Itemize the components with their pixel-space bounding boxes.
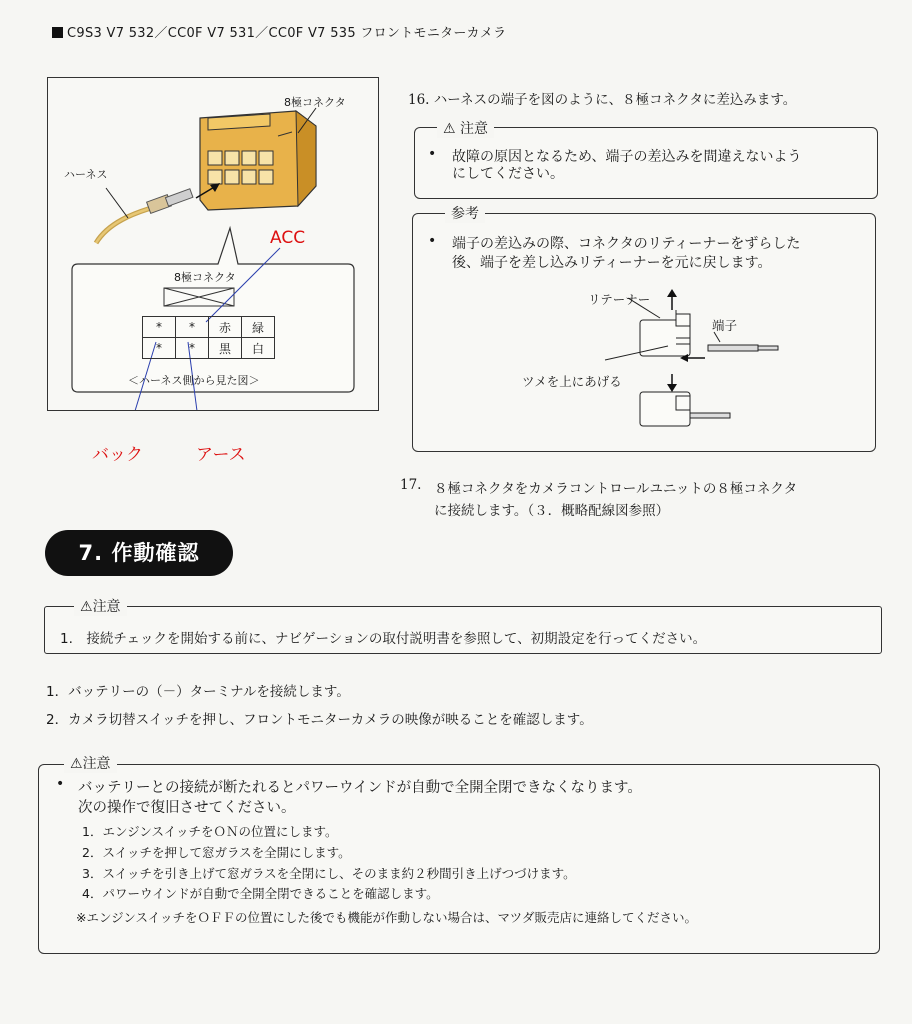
caution-substep-4: 4．パワーウインドが自動で全開全閉できることを確認します。: [82, 886, 439, 901]
header-square-icon: [52, 27, 63, 38]
caution-final-note: ※エンジンスイッチをＯＦＦの位置にした後でも機能が作動しない場合は、マツダ販売店に連絡してください。: [76, 910, 697, 925]
terminal-label: 端子: [712, 318, 738, 333]
step-16: [408, 88, 796, 108]
step-17-line-1: ８極コネクタをカメラコントロールユニットの８極コネクタ: [434, 481, 798, 497]
warning-icon: ⚠: [70, 756, 83, 772]
document-header: [52, 22, 506, 41]
annotation-back: バック: [92, 445, 143, 465]
pin-cell: *: [176, 338, 209, 359]
pin-cell: 赤: [209, 317, 242, 338]
step-text: ハーネスの端子を図のように、８極コネクタに差込みます。: [433, 92, 797, 108]
step-7-2: 2．カメラ切替スイッチを押し、フロントモニターカメラの映像が映ることを確認します。: [46, 712, 593, 728]
retainer-label: リテーナー: [588, 292, 651, 307]
pin-row-top: [143, 317, 275, 338]
caution-substep-1: 1．エンジンスイッチをＯＮの位置にします。: [82, 824, 338, 839]
warning-icon: ⚠: [443, 121, 456, 137]
caution-title-final: [64, 753, 117, 773]
annotation-earth: アース: [196, 445, 246, 465]
harness-label: ハーネス: [64, 168, 108, 181]
caution-line-2: にしてください。: [452, 166, 564, 182]
pin-cell: 白: [242, 338, 275, 359]
caution-final-line-1: バッテリーとの接続が断たれるとパワーウインドが自動で全開全閉できなくなります。: [78, 780, 642, 796]
reference-title: 参考: [445, 203, 485, 223]
pin-cell: *: [143, 317, 176, 338]
pin-cell: *: [176, 317, 209, 338]
pin-cell: 黒: [209, 338, 242, 359]
caution-line-1: 故障の原因となるため、端子の差込みを間違えないよう: [452, 149, 802, 165]
reference-line-1: 端子の差込みの際、コネクタのリティーナーをずらした: [452, 236, 801, 252]
caution-title-7: [74, 596, 127, 616]
caution-title-text: 注意: [82, 756, 111, 772]
step-7-1: 1．バッテリーの（－）ターミナルを接続します。: [46, 684, 350, 700]
claw-label: ツメを上にあげる: [522, 374, 622, 389]
pin-row-bottom: [143, 338, 275, 359]
caution-7-text: 1. 接続チェックを開始する前に、ナビゲーションの取付説明書を参照して、初期設定を行ってください。: [60, 631, 707, 647]
connector-figure: [47, 77, 379, 411]
step-17-number: 17.: [400, 477, 422, 493]
caution-substep-2: 2．スイッチを押して窓ガラスを全開にします。: [82, 845, 351, 860]
step-17-line-2: に接続します。（３．概略配線図参照）: [434, 503, 670, 519]
caution-final-bullet: •: [56, 776, 65, 792]
caution-title-text: 注意: [460, 121, 489, 137]
reference-bullet: •: [428, 233, 437, 249]
section-title: 7. 作動確認: [45, 530, 233, 576]
annotation-acc: ACC: [270, 228, 306, 248]
connector-illustration: [48, 78, 378, 410]
warning-icon: ⚠: [80, 599, 93, 615]
step-number: 16.: [408, 92, 430, 108]
caution-bullet: •: [428, 146, 437, 162]
pin-cell: 緑: [242, 317, 275, 338]
caution-title-16: [437, 118, 494, 138]
caution-title-text: 注意: [92, 599, 121, 615]
reference-line-2: 後、端子を差し込みリティーナーを元に戻します。: [452, 255, 772, 271]
inset-title: 8極コネクタ: [174, 271, 236, 284]
caution-final-line-2: 次の操作で復旧させてください。: [78, 800, 296, 816]
inset-caption: ＜ハーネス側から見た図＞: [128, 374, 260, 387]
pin-assignment-table: [142, 316, 275, 359]
pin-cell: *: [143, 338, 176, 359]
connector-label: 8極コネクタ: [284, 96, 346, 109]
header-title: C9S3 V7 532／CC0F V7 531／CC0F V7 535 フロントモニターカメラ: [67, 26, 507, 41]
caution-substep-3: 3．スイッチを引き上げて窓ガラスを全閉にし、そのまま約２秒間引き上げつづけます。: [82, 866, 576, 881]
